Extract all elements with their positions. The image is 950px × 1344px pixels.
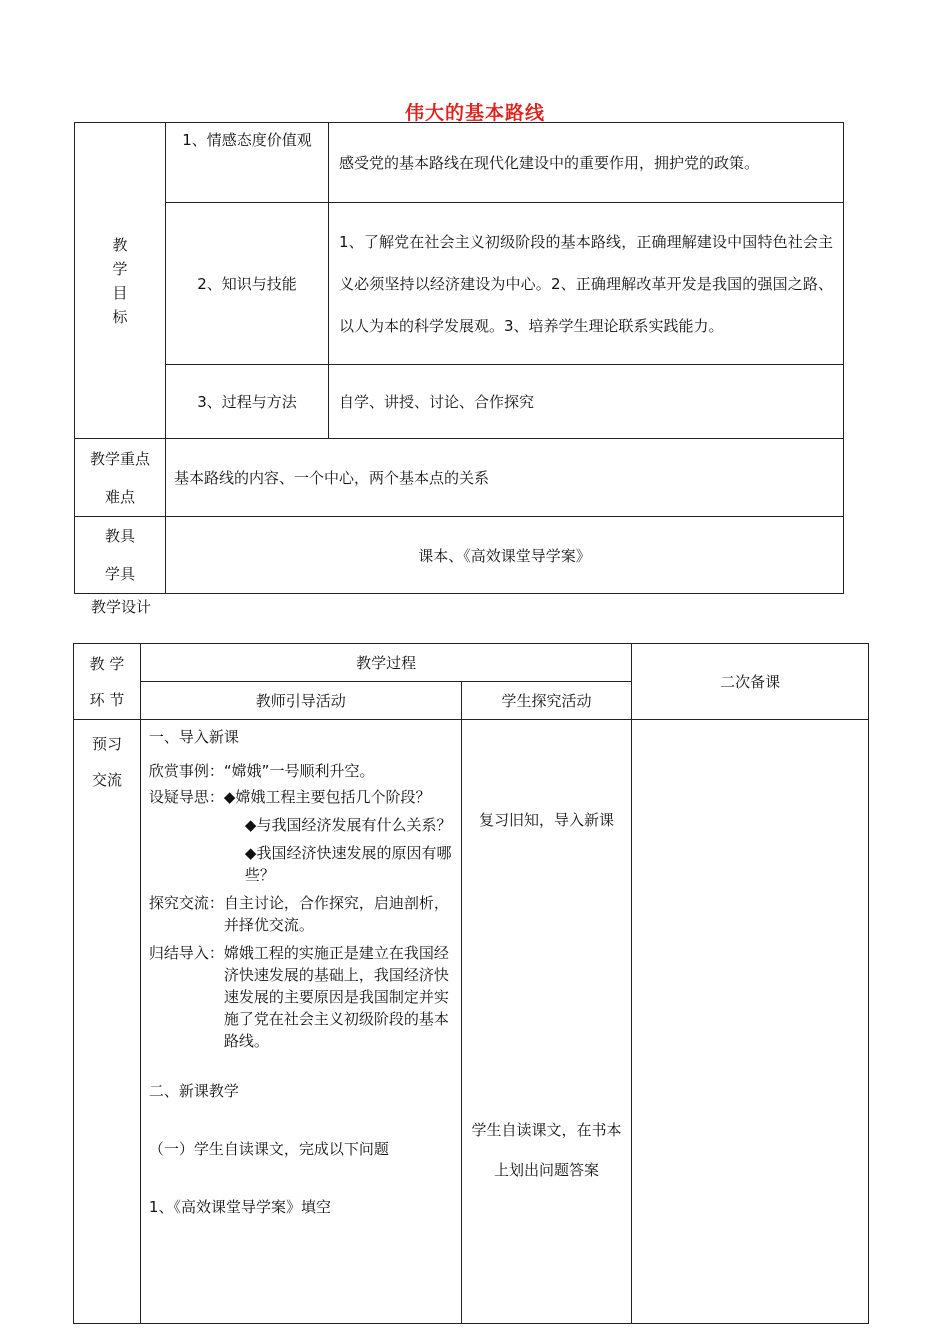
- student-activities: [461, 720, 632, 1324]
- summary-text: 嫦娥工程的实施正是建立在我国经济快速发展的基础上，我国经济快速发展的主要原因是我国制定并实施了党在社会主义初级阶段的基本路线。: [223, 944, 449, 1050]
- teacher-header: 教师引导活动: [140, 682, 461, 720]
- intro-heading: 一、导入新课: [148, 728, 239, 746]
- objective-name-1: 1、情感态度价值观: [166, 123, 329, 203]
- teacher-activities: [140, 720, 461, 1324]
- objectives-table: [74, 122, 844, 594]
- key-points-label: 教学重点 难点: [75, 439, 166, 517]
- section-name: 预习 交流: [74, 720, 141, 1324]
- question-3: ◆我国经济快速发展的原因有哪些？: [244, 844, 452, 884]
- question-2: ◆与我国经济发展有什么关系？: [244, 816, 452, 834]
- summary-label: 归结导入：: [148, 944, 224, 962]
- summary-block: [149, 942, 453, 1052]
- backup-header: 二次备课: [632, 644, 869, 720]
- objectives-label: 教 学 目 标: [112, 235, 128, 326]
- item-1: 1、《高效课堂导学案》填空: [148, 1198, 331, 1216]
- explore-block: [149, 892, 453, 936]
- question-block: [149, 786, 453, 808]
- tools-label: 教具 学具: [75, 517, 166, 594]
- sub-heading: （一）学生自读课文，完成以下问题: [148, 1140, 389, 1158]
- objective-name-2: 2、知识与技能: [166, 203, 329, 365]
- new-lesson-heading: 二、新课教学: [148, 1082, 239, 1100]
- question-1: ◆嫦娥工程主要包括几个阶段？: [223, 788, 431, 806]
- explore-label: 探究交流：: [148, 894, 224, 912]
- student-activity-1: 复习旧知，导入新课: [478, 811, 614, 829]
- key-points-content: 基本路线的内容、一个中心，两个基本点的关系: [166, 439, 844, 517]
- student-activity-2: 学生自读课文，在书本上划出问题答案: [471, 1121, 622, 1179]
- design-caption: 教学设计: [91, 598, 152, 616]
- objective-content-3: 自学、讲授、讨论、合作探究: [329, 365, 844, 439]
- appreciate-example: 欣赏事例：“嫦娥”一号顺利升空。: [148, 762, 375, 780]
- student-header: 学生探究活动: [461, 682, 632, 720]
- objective-name-3: 3、过程与方法: [166, 365, 329, 439]
- section-column-header: 教 学 环 节: [74, 644, 141, 720]
- page-title: 伟大的基本路线: [404, 102, 545, 124]
- design-table: [73, 643, 869, 1324]
- question-label: 设疑导思：: [148, 788, 224, 806]
- objectives-label-cell: [75, 123, 166, 439]
- process-header: 教学过程: [140, 644, 631, 682]
- explore-text: 自主讨论，合作探究，启迪剖析，并择优交流。: [223, 894, 449, 934]
- objective-content-2: 1、了解党在社会主义初级阶段的基本路线，正确理解建设中国特色社会主义必须坚持以经济建设为中心。2、正确理解改革开发是我国的强国之路、以人为本的科学发展观。3、培养学生理论联系实践能力。: [329, 203, 844, 365]
- tools-content: 课本、《高效课堂导学案》: [166, 517, 844, 594]
- backup-notes: [632, 720, 869, 1324]
- objective-content-1: 感受党的基本路线在现代化建设中的重要作用，拥护党的政策。: [329, 123, 844, 203]
